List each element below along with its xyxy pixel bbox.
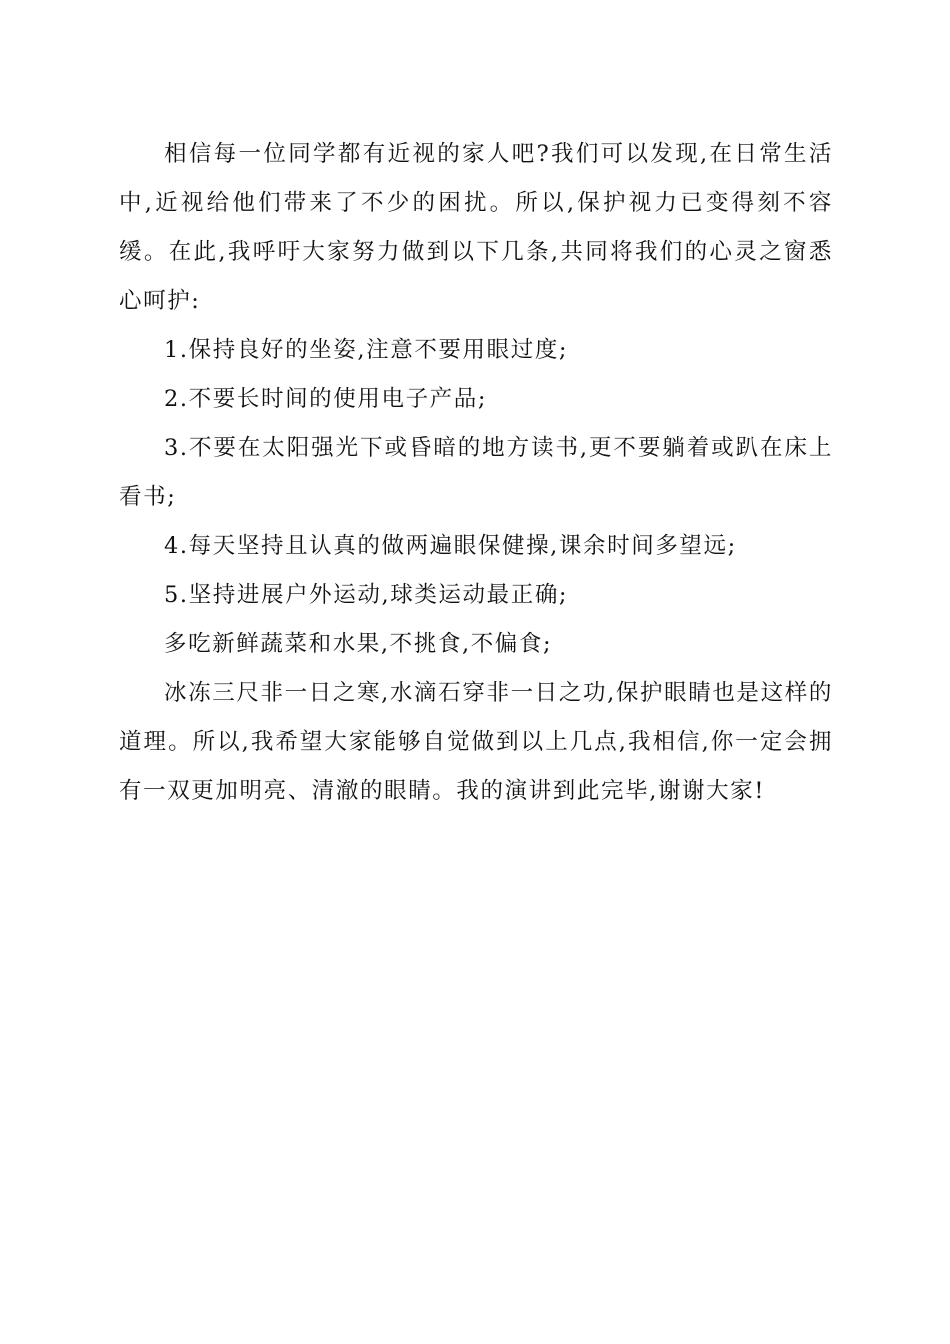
closing-paragraph: 冰冻三尺非一日之寒,水滴石穿非一日之功,保护眼睛也是这样的道理。所以,我希望大家能够自觉做到以上几点,我相信,你一定会拥有一双更加明亮、清澈的眼睛。我的演讲到此完毕,谢谢大家! (119, 680, 833, 804)
list-item-reading-light: 3.不要在太阳强光下或昏暗的地方读书,更不要躺着或趴在床上看书; (119, 435, 833, 510)
list-item-eye-exercises: 4.每天坚持且认真的做两遍眼保健操,课余时间多望远; (164, 533, 737, 559)
speech-body (119, 130, 833, 816)
list-item-outdoor-sports: 5.坚持进展户外运动,球类运动最正确; (164, 582, 569, 608)
intro-paragraph: 相信每一位同学都有近视的家人吧?我们可以发现,在日常生活中,近视给他们带来了不少的困扰。所以,保护视力已变得刻不容缓。在此,我呼吁大家努力做到以下几条,共同将我们的心灵之窗悉心呵护: (119, 141, 833, 314)
list-item-electronics: 2.不要长时间的使用电子产品; (164, 386, 488, 412)
list-item-diet: 多吃新鲜蔬菜和水果,不挑食,不偏食; (164, 631, 553, 657)
list-item-posture: 1.保持良好的坐姿,注意不要用眼过度; (164, 337, 569, 363)
